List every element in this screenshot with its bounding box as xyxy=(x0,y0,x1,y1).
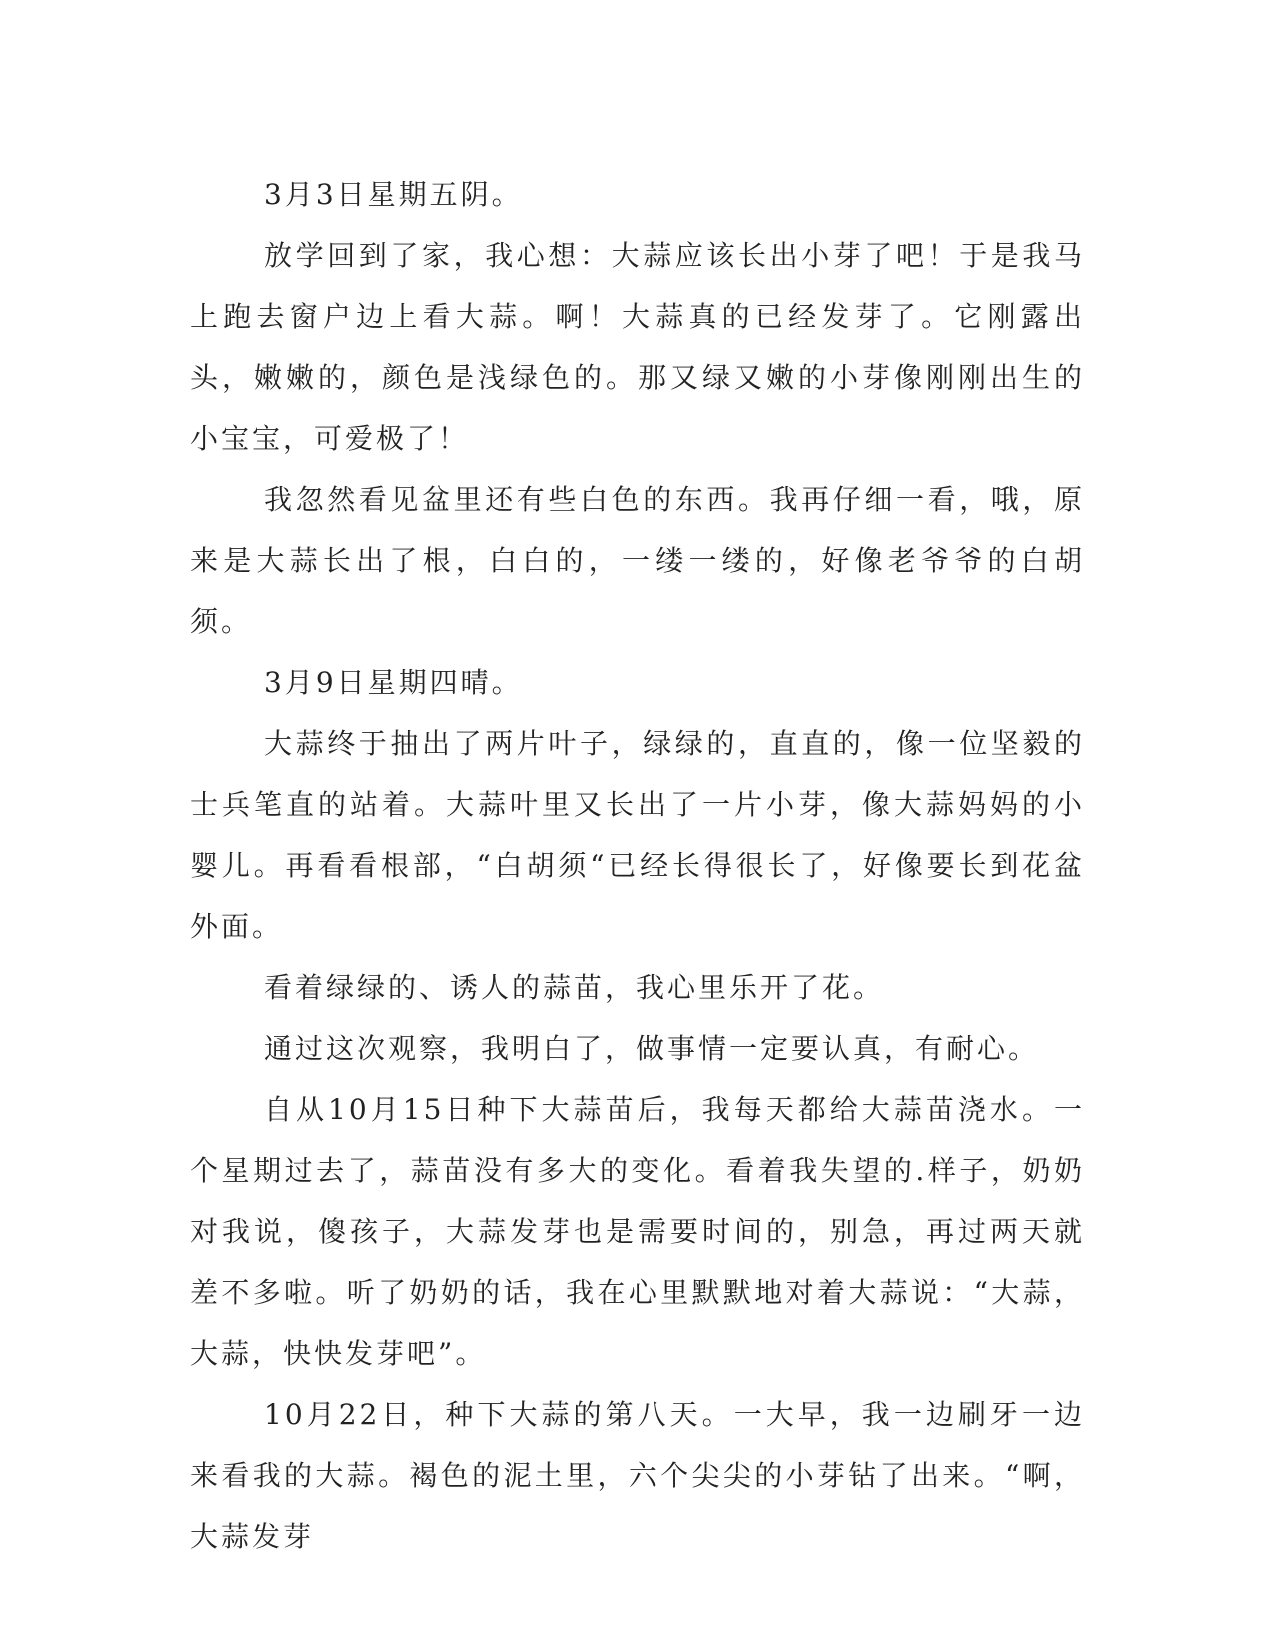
document-body xyxy=(190,164,1085,1567)
diary-date-heading: 3月9日星期四晴。 xyxy=(264,666,523,699)
paragraph: 我忽然看见盆里还有些白色的东西。我再仔细一看，哦，原来是大蒜长出了根，白白的，一缕一缕的，好像老爷爷的白胡须。 xyxy=(190,483,1085,638)
paragraph: 看着绿绿的、诱人的蒜苗，我心里乐开了花。 xyxy=(264,971,885,1004)
paragraph: 大蒜终于抽出了两片叶子，绿绿的，直直的，像一位坚毅的士兵笔直的站着。大蒜叶里又长出了一片小芽，像大蒜妈妈的小婴儿。再看看根部，“白胡须“已经长得很长了，好像要长到花盆外面。 xyxy=(190,727,1085,943)
paragraph: 通过这次观察，我明白了，做事情一定要认真，有耐心。 xyxy=(264,1032,1040,1065)
paragraph: 放学回到了家，我心想：大蒜应该长出小芽了吧！于是我马上跑去窗户边上看大蒜。啊！大蒜真的已经发芽了。它刚露出头，嫩嫩的，颜色是浅绿色的。那又绿又嫩的小芽像刚刚出生的小宝宝，可爱极了！ xyxy=(190,239,1085,455)
paragraph: 10月22日，种下大蒜的第八天。一大早，我一边刷牙一边来看我的大蒜。褐色的泥土里，六个尖尖的小芽钻了出来。“啊，大蒜发芽 xyxy=(190,1398,1085,1553)
paragraph: 自从10月15日种下大蒜苗后，我每天都给大蒜苗浇水。一个星期过去了，蒜苗没有多大的变化。看着我失望的.样子，奶奶对我说，傻孩子，大蒜发芽也是需要时间的，别急，再过两天就差不多啦。听了奶奶的话，我在心里默默地对着大蒜说：“大蒜，大蒜，快快发芽吧”。 xyxy=(190,1093,1085,1370)
diary-date-heading: 3月3日星期五阴。 xyxy=(264,178,523,211)
